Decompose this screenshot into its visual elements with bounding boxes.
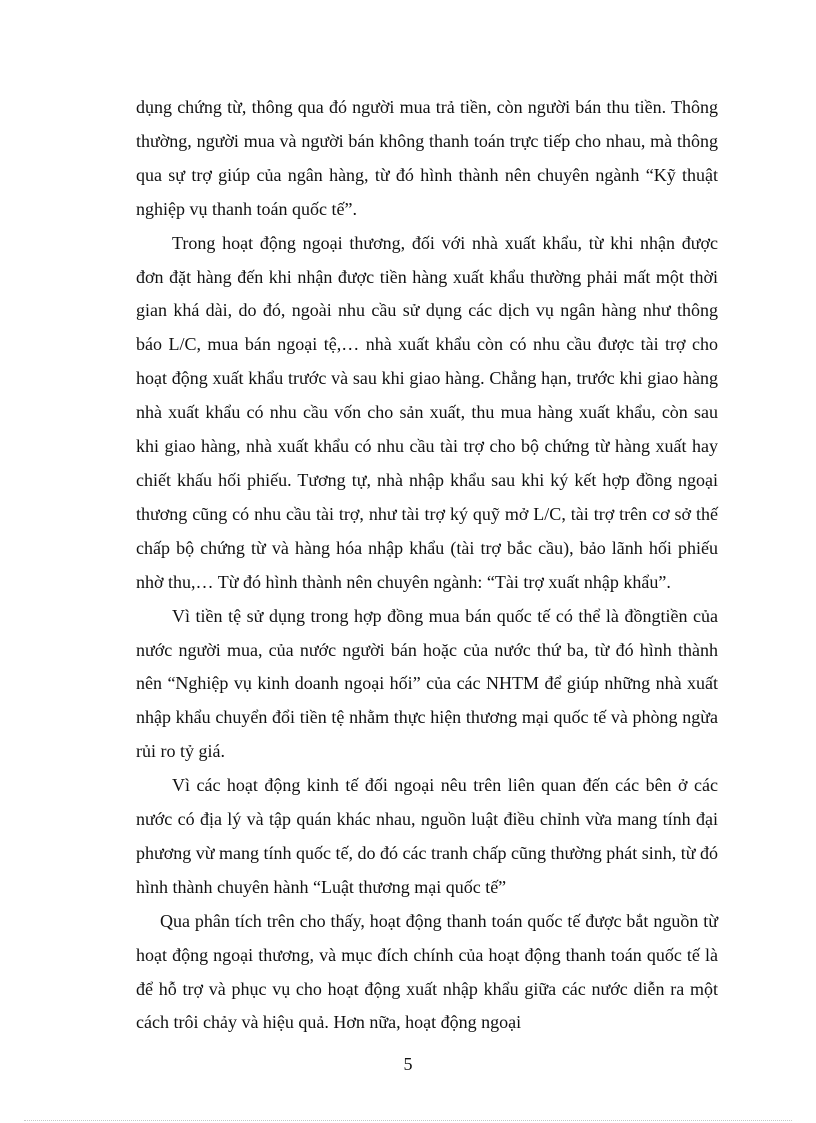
page-number: 5	[403, 1054, 413, 1074]
paragraph-4: Vì các hoạt động kinh tế đối ngoại nêu trên liên quan đến các bên ở các nước có địa lý và tập quán khác nhau, nguồn luật điều chỉnh vừa mang tính đại phương vừ mang tính quốc tế, do đó các tranh chấp cũng thường phát sinh, từ đó hình thành chuyên hành “Luật thương mại quốc tế”	[136, 775, 718, 897]
body-text	[136, 91, 718, 1040]
paragraph-5: Qua phân tích trên cho thấy, hoạt động thanh toán quốc tế được bắt nguồn từ hoạt động ngoại thương, và mục đích chính của hoạt động thanh toán quốc tế là để hỗ trợ và phục vụ cho hoạt động xuất nhập khẩu giữa các nước diễn ra một cách trôi chảy và hiệu quả. Hơn nữa, hoạt động ngoại	[136, 910, 718, 1033]
paragraph-1: dụng chứng từ, thông qua đó người mua trả tiền, còn người bán thu tiền. Thông thường, người mua và người bán không thanh toán trực tiếp cho nhau, mà thông qua sự trợ giúp của ngân hàng, từ đó hình thành nên chuyên ngành “Kỹ thuật nghiệp vụ thanh toán quốc tế”.	[136, 97, 718, 219]
paragraph-3: Vì tiền tệ sử dụng trong hợp đồng mua bán quốc tế có thể là đồngtiền của nước người mua, của nước người bán hoặc của nước thứ ba, từ đó hình thành nên “Nghiệp vụ kinh doanh ngoại hối” của các NHTM để giúp những nhà xuất nhập khẩu chuyển đổi tiền tệ nhằm thực hiện thương mại quốc tế và phòng ngừa rủi ro tỷ giá.	[136, 605, 718, 762]
page-bottom-divider	[24, 1120, 792, 1121]
paragraph-2: Trong hoạt động ngoại thương, đối với nhà xuất khẩu, từ khi nhận được đơn đặt hàng đến khi nhận được tiền hàng xuất khẩu thường phải mất một thời gian khá dài, do đó, ngoài nhu cầu sử dụng các dịch vụ ngân hàng như thông báo L/C, mua bán ngoại tệ,… nhà xuất khẩu còn có nhu cầu được tài trợ cho hoạt động xuất khẩu trước và sau khi giao hàng. Chẳng hạn, trước khi giao hàng nhà xuất khẩu có nhu cầu vốn cho sản xuất, thu mua hàng xuất khẩu, còn sau khi giao hàng, nhà xuất khẩu có nhu cầu tài trợ cho bộ chứng từ hàng xuất hay chiết khấu hối phiếu. Tương tự, nhà nhập khẩu sau khi ký kết hợp đồng ngoại thương cũng có nhu cầu tài trợ, như tài trợ ký quỹ mở L/C, tài trợ trên cơ sở thế chấp bộ chứng từ và hàng hóa nhập khẩu (tài trợ bắc cầu), bảo lãnh hối phiếu nhờ thu,… Từ đó hình thành nên chuyên ngành: “Tài trợ xuất nhập khẩu”.	[136, 232, 718, 592]
